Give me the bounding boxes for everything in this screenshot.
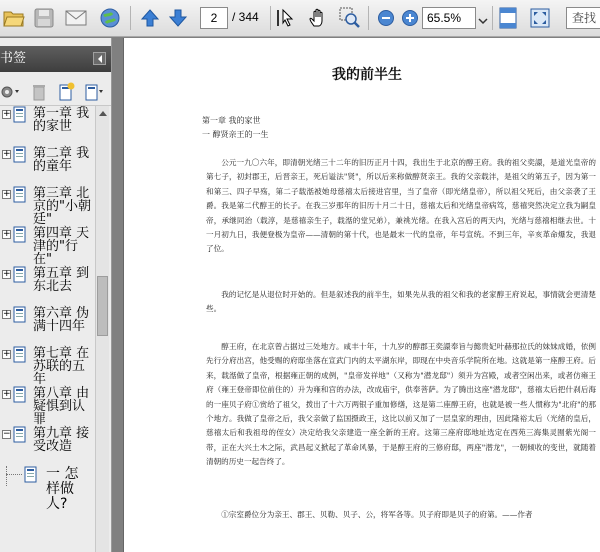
bookmark-label: 第三章 北京的"小朝廷" [33, 186, 91, 227]
search-input[interactable]: 查找 [566, 7, 600, 29]
page-number-input[interactable]: 2 [200, 7, 228, 29]
bookmark-icon [13, 226, 27, 243]
section-title: 一 醇贤亲王的一生 [202, 130, 269, 139]
chapter-heading [202, 114, 269, 142]
bookmark-label: 第八章 由疑惧到认罪 [33, 386, 90, 427]
full-screen-icon[interactable] [528, 6, 552, 30]
expand-icon[interactable]: + [3, 229, 11, 239]
new-bookmark-icon[interactable] [58, 82, 76, 106]
marquee-zoom-icon[interactable] [338, 6, 362, 30]
bookmark-label: 第九章 接受改造 [33, 426, 90, 454]
chapter-title: 第一章 我的家世 [202, 116, 261, 125]
scroll-thumb[interactable] [97, 276, 108, 336]
bookmark-item[interactable] [0, 226, 94, 266]
bookmark-label: 第六章 伪满十四年 [33, 306, 90, 334]
toolbar-separator [270, 6, 271, 30]
collapse-panel-button[interactable] [93, 52, 106, 65]
bookmark-icon [13, 106, 27, 123]
bookmark-label: 第七章 在苏联的五年 [33, 346, 90, 387]
tree-line [6, 466, 7, 486]
bookmark-icon [24, 466, 38, 483]
bookmark-icon [13, 146, 27, 163]
bookmark-label: 第四章 天津的"行在" [33, 226, 90, 267]
internet-icon[interactable] [98, 6, 122, 30]
select-cursor-icon[interactable] [274, 6, 298, 30]
bookmark-item[interactable] [0, 386, 94, 426]
bookmark-icon [13, 386, 27, 403]
document-view[interactable] [113, 38, 600, 552]
bookmark-label: 第一章 我的家世 [33, 106, 90, 134]
bookmark-item[interactable] [0, 266, 94, 306]
page-total: / 344 [232, 10, 259, 24]
bookmark-icon [13, 346, 27, 363]
toolbar-separator [492, 6, 493, 30]
document-page [123, 38, 600, 552]
zoom-level-select[interactable]: 65.5% [422, 7, 476, 29]
bookmark-icon [13, 306, 27, 323]
expand-icon[interactable]: + [3, 389, 11, 399]
chevron-down-icon[interactable] [478, 11, 488, 21]
expand-icon[interactable]: + [3, 309, 11, 319]
bookmarks-toolbar [0, 78, 112, 106]
zoom-in-icon[interactable] [398, 6, 422, 30]
save-icon[interactable] [32, 6, 56, 30]
paragraph: 醇王府，在北京曾占据过三处地方。咸丰十年，十九岁的醇郡王奕譞奉旨与懿贵妃叶赫那拉氏的妹妹成婚，依例先行分府出宫，他受赐的府邸坐落在宣武门内的太平湖东岸，即现在中央音乐学院所在地。这就是第一座醇王府。后来，载湉做了皇帝，根据雍正朝的成例，"皇帝发祥地"（又称为"潜龙邸"）须升为宫殿，或者空闲出来，或者仿雍王府（雍王登帝即位前住的）升为雍和宫的办法，改成庙宇，供奉菩萨。为了腾出这座"潜龙邸"，慈禧太后把什刹后海的一座贝子府①赏给了祖父，拨出了十六万两银子重加修缮，这是第二座醇王府，也就是被一些人惯称为"北府"的那个地方。我做了皇帝之后，我父亲做了监国摄政王，这比以前又加了一层皇家的理由，因此隆裕太后（光绪的皇后，慈禧太后和我祖母的侄女）决定给我父亲建造一座全新的王府。这第三座府邸地址选定在西苑三海集灵囿紫光阁一带，正在大兴土木之际，武昌起义掀起了革命风暴，于是醇王府的三修府邸，两座"潜龙"，一朝倾收的变世，就随着清朝的历史一起告终了。 [206, 342, 596, 467]
document-title: 我的前半生 [332, 67, 402, 83]
tree-line [6, 474, 22, 475]
bookmark-icon [13, 426, 27, 443]
bookmark-label: 第五章 到东北去 [33, 266, 90, 294]
expand-icon[interactable]: + [3, 109, 11, 119]
bookmark-item[interactable] [0, 106, 94, 146]
toolbar-separator [130, 6, 131, 30]
footnote: ①宗室爵位分为亲王、郡王、贝勒、贝子、公，将军各等。贝子府即是贝子的府第。——作者 [221, 510, 533, 519]
bookmarks-panel-title: 书签 [0, 51, 27, 66]
bookmark-label: 一 怎样做人? [46, 466, 79, 512]
bookmark-item[interactable] [0, 146, 94, 186]
bookmark-item[interactable] [0, 426, 94, 466]
bookmark-icon [13, 266, 27, 283]
paragraph: 公元一九〇六年，即清朝光绪三十二年的旧历正月十四，我出生于北京的醇王府。我的祖父奕譞，是道光皇帝的第七子，初封郡王，后晋亲王，死后谥法"贤"，所以后来称做醇贤亲王。我的父亲载沣，是祖父的第五子，因为第一和第三、四子早殇，第二子载湉被她母慈禧太后接进宫里，当了皇帝（即光绪皇帝），所以祖父死后，由父亲袭了王爵。我是第二代醇王的长子。在我三岁那年的旧历十月二十日，慈禧太后和光绪皇帝病笃，慈禧突然决定立我为嗣皇帝，承继同治（载淳，是慈禧亲生子，载湉的堂兄弟），兼祧光绪。在我入宫后的两天内，光绪与慈禧相继去世。十一月初九日，我便登极为皇帝——清朝的第十代，也是最末一代的皇帝，年号宣统。不到三年，辛亥革命爆发，我退了位。 [206, 158, 596, 254]
open-folder-icon[interactable] [2, 6, 26, 30]
delete-icon[interactable] [32, 83, 46, 105]
zoom-out-icon[interactable] [374, 6, 398, 30]
bookmark-label: 第二章 我的童年 [33, 146, 90, 174]
bookmark-scrollbar[interactable] [95, 106, 109, 552]
bookmarks-panel-header [0, 46, 112, 72]
hand-tool-icon[interactable] [306, 6, 330, 30]
bookmark-item[interactable] [0, 306, 94, 346]
bookmarks-panel [0, 38, 112, 552]
previous-page-icon[interactable] [138, 6, 162, 30]
bookmark-subitem[interactable] [0, 466, 94, 510]
next-page-icon[interactable] [166, 6, 190, 30]
paragraph: 我的记忆是从退位时开始的。但是叙述我的前半生，如果先从我的祖父和我的老家醇王府说起，事情就会更清楚些。 [206, 290, 596, 314]
expand-icon[interactable]: + [3, 149, 11, 159]
scroll-up-arrow-icon[interactable] [96, 106, 109, 119]
toolbar [0, 0, 600, 37]
expand-icon[interactable]: + [3, 189, 11, 199]
bookmark-icon [13, 186, 27, 203]
options-gear-icon[interactable] [0, 84, 20, 104]
toolbar-separator [368, 6, 369, 30]
fit-page-icon[interactable] [496, 6, 520, 30]
bookmark-item[interactable] [0, 346, 94, 386]
bookmark-list [0, 106, 94, 510]
expand-icon[interactable]: + [3, 269, 11, 279]
collapse-icon[interactable]: − [3, 429, 11, 439]
expand-bookmark-icon[interactable] [84, 82, 106, 106]
expand-icon[interactable]: + [3, 349, 11, 359]
bookmark-item[interactable] [0, 186, 94, 226]
email-icon[interactable] [64, 6, 88, 30]
